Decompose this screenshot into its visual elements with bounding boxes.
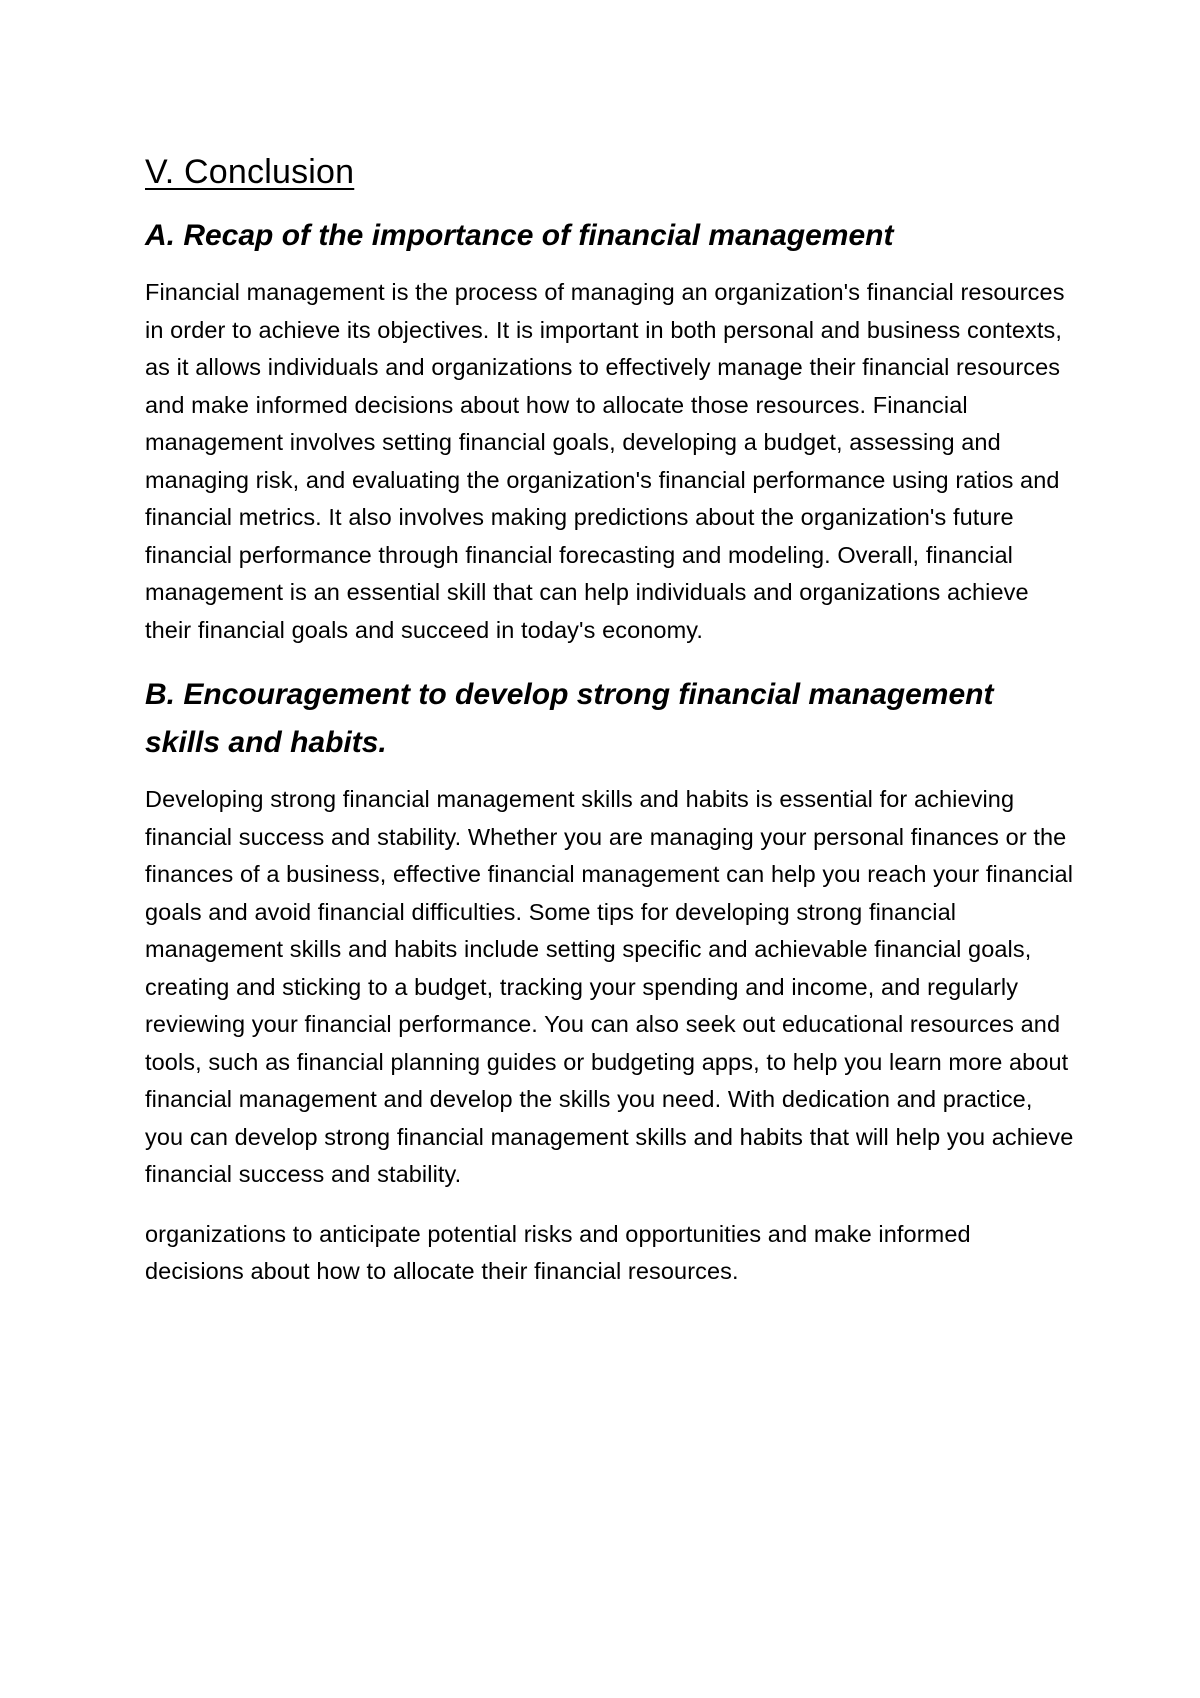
section-title: V. Conclusion bbox=[145, 153, 355, 191]
subsection-a-paragraph: Financial management is the process of managing an organization's financial resources in order to achieve its objectives. It is important in both personal and business contexts, as it allows individuals and organizations to effectively manage their financial resources and make informed decisions about how to allocate those resources. Financial management involves setting financial goals, developing a budget, assessing and managing risk, and evaluating the organization's financial performance using ratios and financial metrics. It also involves making predictions about the organization's future financial performance through financial forecasting and modeling. Overall, financial management is an essential skill that can help individuals and organizations achieve their financial goals and succeed in today's economy. bbox=[145, 279, 1065, 643]
subsection-b-trailing-paragraph: organizations to anticipate potential risks and opportunities and make informed decisions about how to allocate their financial resources. bbox=[145, 1220, 971, 1284]
subsection-a-heading: A. Recap of the importance of financial management bbox=[145, 219, 894, 252]
document-page bbox=[145, 150, 1075, 1313]
subsection-b-heading: B. Encouragement to develop strong financial management skills and habits. bbox=[145, 678, 994, 759]
subsection-b-paragraph: Developing strong financial management skills and habits is essential for achieving financial success and stability. Whether you are managing your personal finances or the finances of a business, effective financial management can help you reach your financial goals and avoid financial difficulties. Some tips for developing strong financial management skills and habits include setting specific and achievable financial goals, creating and sticking to a budget, tracking your spending and income, and regularly reviewing your financial performance. You can also seek out educational resources and tools, such as financial planning guides or budgeting apps, to help you learn more about financial management and develop the skills you need. With dedication and practice, you can develop strong financial management skills and habits that will help you achieve financial success and stability. bbox=[145, 786, 1074, 1187]
